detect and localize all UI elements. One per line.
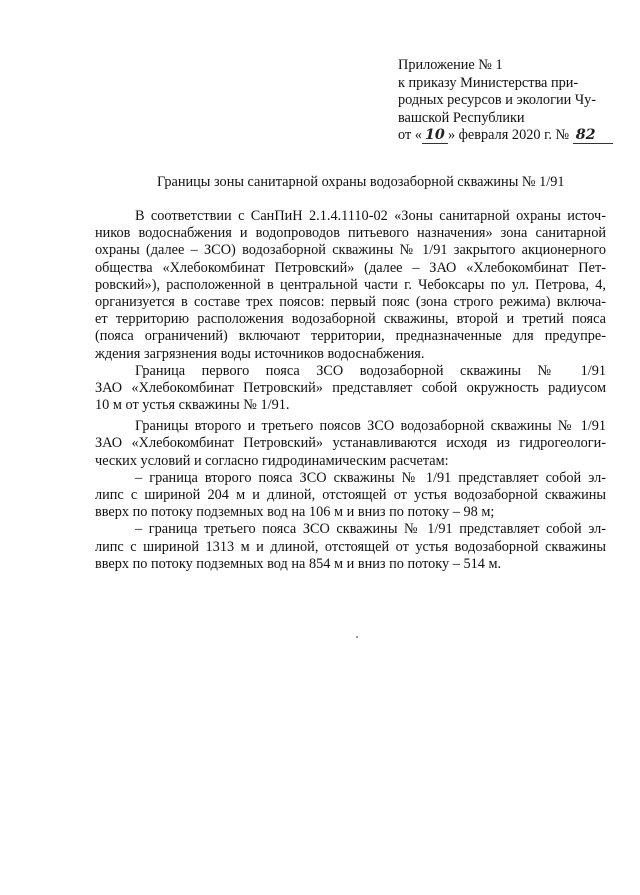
appendix-header: [398, 57, 618, 145]
appendix-title: Приложение № 1: [398, 57, 503, 73]
body-line: В соответствии с СанПиН 2.1.4.1110-02 «Зоны санитарной охраны источ-: [135, 208, 606, 224]
body-line: ровский»), расположенной в центральной части г. Чебоксары по ул. Петрова, 4,: [95, 276, 606, 293]
appendix-date-line: [398, 127, 618, 145]
scan-speck: [356, 636, 358, 638]
body-line: липс с шириной 204 м и длиной, отстоящей от устья водозаборной скважины: [95, 487, 606, 503]
body-line: (пояса ограничений) включают территории, предназначенные для предупре-: [95, 328, 606, 345]
body-line: – граница третьего пояса ЗСО скважины № 1/91 представляет собой эл-: [135, 521, 606, 538]
appendix-line: к приказу Министерства при-: [398, 74, 579, 91]
handwritten-order-number: 82: [573, 128, 613, 144]
body-line: липс с шириной 1313 м и длиной, отстоящей от устья водозаборной скважины: [95, 538, 606, 555]
body-line: Границы второго и третьего поясов ЗСО водозаборной скважины № 1/91: [135, 418, 606, 435]
body-line: – граница второго пояса ЗСО скважины № 1/91 представляет собой эл-: [135, 469, 606, 486]
body-line: ЗАО «Хлебокомбинат Петровский» устанавливаются исходя из гидрогеологи-: [95, 435, 606, 452]
body-line: ждения загрязнения воды источников водоснабжения.: [95, 345, 425, 362]
document-title: Границы зоны санитарной охраны водозаборной скважины № 1/91: [157, 174, 565, 190]
document-body: [95, 208, 606, 573]
appendix-line: вашской Республики: [398, 109, 525, 126]
body-line: вверх по потоку подземных вод на 106 м и вниз по потоку – 98 м;: [95, 504, 495, 521]
body-line: общества «Хлебокомбинат Петровский» (далее – ЗАО «Хлебокомбинат Пет-: [95, 259, 606, 276]
body-line: вверх по потоку подземных вод на 854 м и вниз по потоку – 514 м.: [95, 555, 502, 572]
handwritten-day: 10: [422, 128, 448, 144]
body-line: ЗАО «Хлебокомбинат Петровский» представляет собой окружность радиусом: [95, 379, 606, 396]
body-line: 10 м от устья скважины № 1/91.: [95, 397, 290, 414]
body-line: охраны (далее – ЗСО) водозаборной скважины № 1/91 закрытого акционерного: [95, 242, 606, 259]
body-line: ческих условий и согласно гидродинамическим расчетам:: [95, 452, 449, 469]
body-line: ников водоснабжения и водопроводов питьевого назначения» зона санитарной: [95, 225, 606, 242]
body-line: ет территорию расположения водозаборной скважины, второй и третий пояса: [95, 311, 606, 328]
body-line: Граница первого пояса ЗСО водозаборной скважины № 1/91: [135, 362, 606, 379]
body-line: организуется в составе трех поясов: первый пояс (зона строго режима) включа-: [95, 293, 606, 310]
appendix-line: родных ресурсов и экологии Чу-: [398, 92, 597, 109]
date-prefix: от «: [398, 127, 422, 144]
date-suffix: » февраля 2020 г. №: [447, 127, 570, 144]
